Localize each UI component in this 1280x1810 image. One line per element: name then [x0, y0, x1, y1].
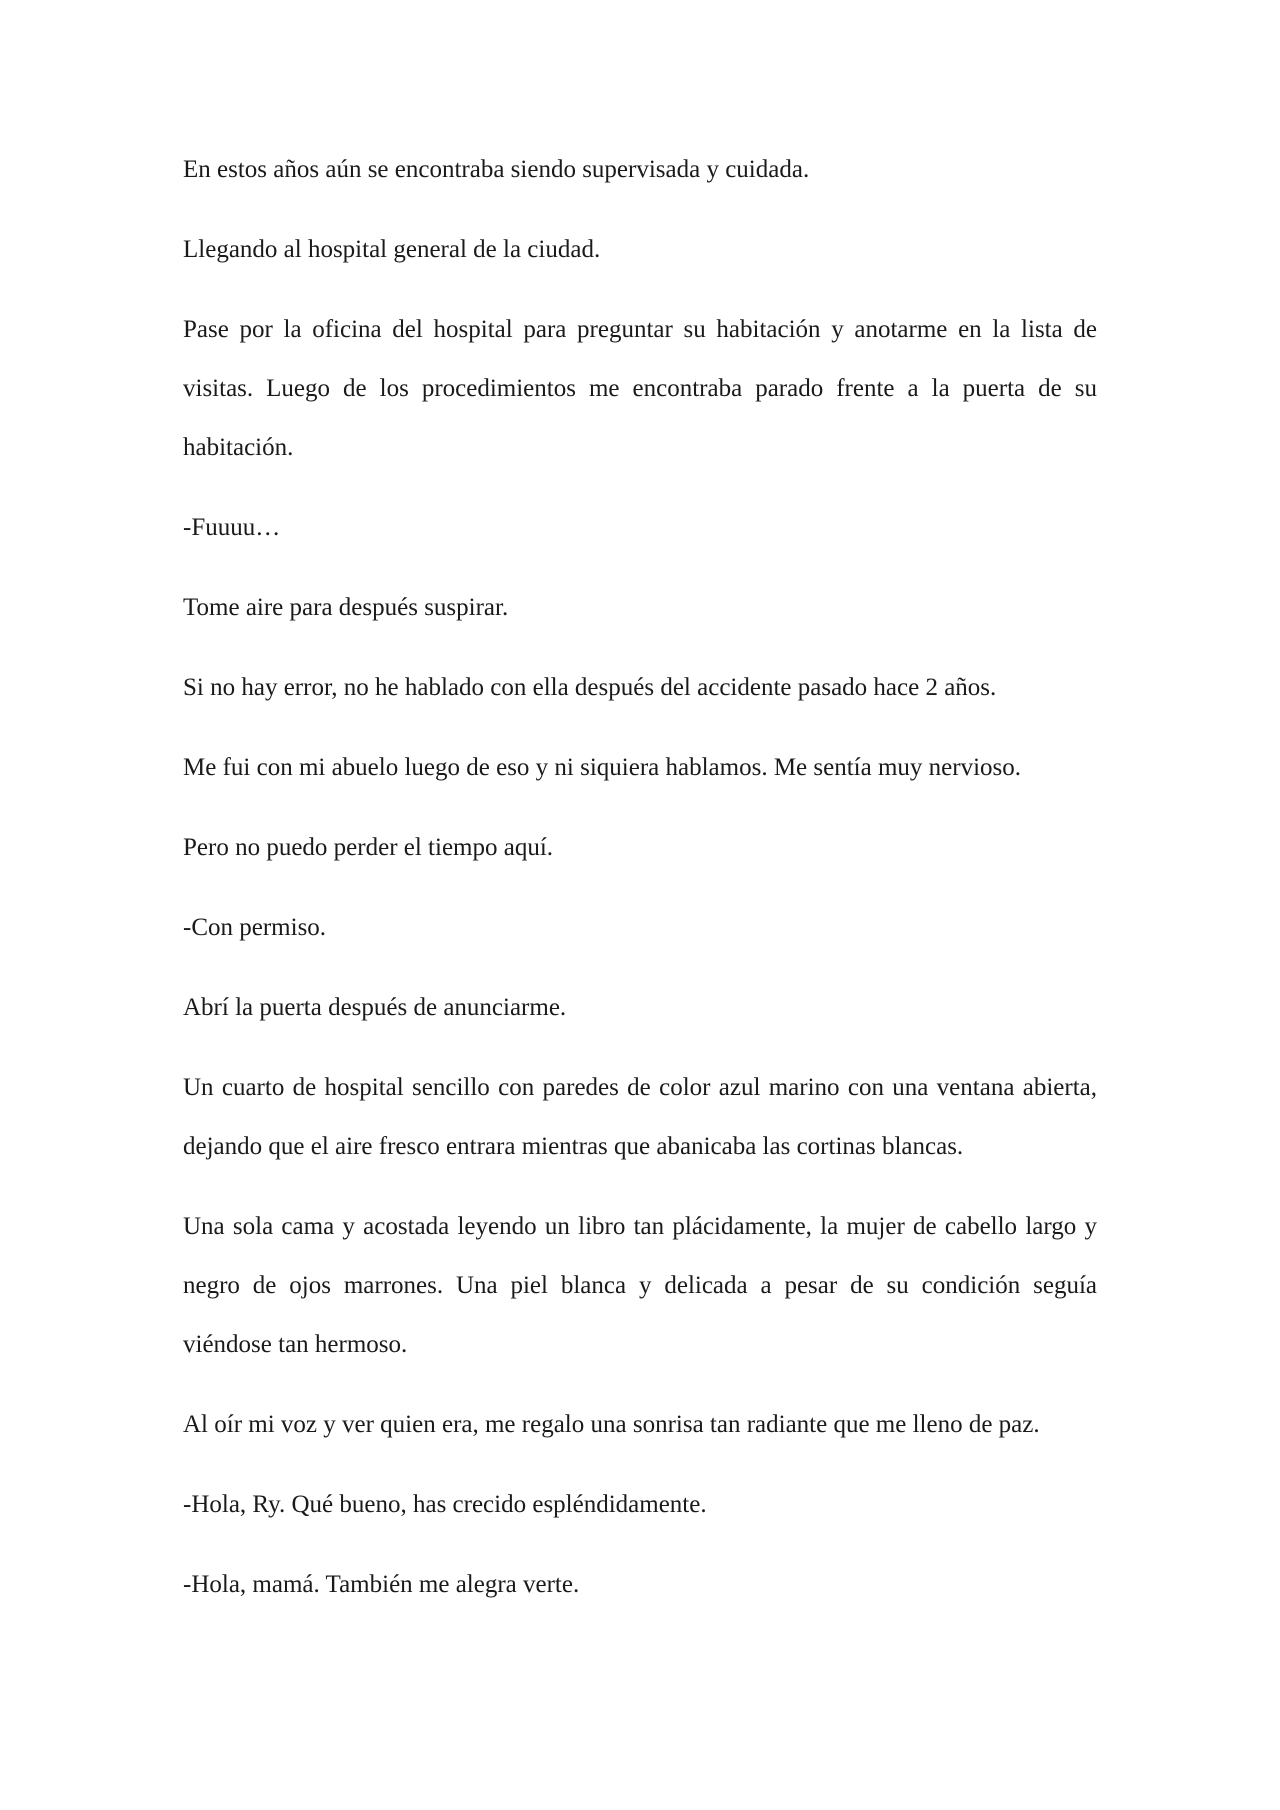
- paragraph: En estos años aún se encontraba siendo supervisada y cuidada.: [183, 156, 810, 183]
- paragraph: Pero no puedo perder el tiempo aquí.: [183, 834, 554, 861]
- dialogue-line: -Fuuuu…: [183, 514, 281, 541]
- dialogue-line: -Hola, Ry. Qué bueno, has crecido espléndidamente.: [183, 1491, 707, 1518]
- paragraph: Llegando al hospital general de la ciudad.: [183, 236, 601, 263]
- paragraph: Un cuarto de hospital sencillo con paredes de color azul marino con una ventana abierta, dejando que el aire fresco entrara mientras que abanicaba las cortinas blancas.: [183, 1074, 1097, 1160]
- paragraph: Al oír mi voz y ver quien era, me regalo una sonrisa tan radiante que me lleno de paz.: [183, 1411, 1040, 1438]
- paragraph: Una sola cama y acostada leyendo un libro tan plácidamente, la mujer de cabello largo y negro de ojos marrones. Una piel blanca y delicada a pesar de su condición seguía viéndose tan hermoso.: [183, 1213, 1097, 1358]
- paragraph: Si no hay error, no he hablado con ella después del accidente pasado hace 2 años.: [183, 674, 997, 701]
- dialogue-line: -Hola, mamá. También me alegra verte.: [183, 1571, 580, 1598]
- dialogue-line: -Con permiso.: [183, 914, 327, 941]
- paragraph: Abrí la puerta después de anunciarme.: [183, 994, 567, 1021]
- paragraph: Pase por la oficina del hospital para preguntar su habitación y anotarme en la lista de visitas. Luego de los procedimientos me encontraba parado frente a la puerta de su habitación.: [183, 316, 1097, 461]
- body-text: [183, 140, 1097, 1635]
- paragraph: Me fui con mi abuelo luego de eso y ni siquiera hablamos. Me sentía muy nervioso.: [183, 754, 1022, 781]
- paragraph: Tome aire para después suspirar.: [183, 594, 509, 621]
